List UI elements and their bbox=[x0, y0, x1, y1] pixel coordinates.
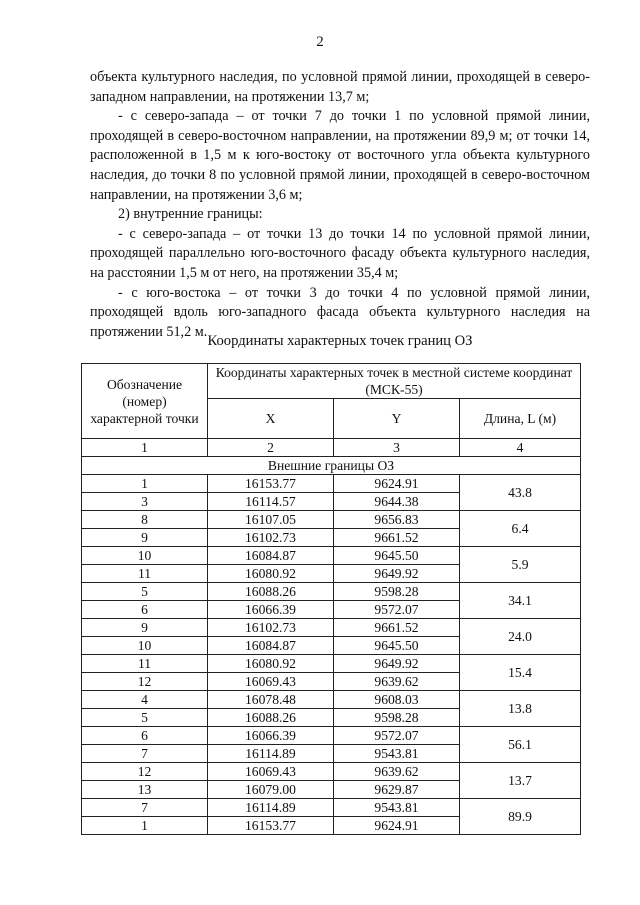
paragraph: - с юго-востока – от точки 3 до точки 4 по условной прямой линии, проходящей вдоль юго-западного фасада объекта культурного наследия на протяжении 51,2 м. bbox=[90, 284, 590, 340]
point-cell: 9 bbox=[82, 529, 208, 547]
length-cell: 89.9 bbox=[460, 799, 581, 835]
x-cell: 16069.43 bbox=[208, 673, 334, 691]
point-cell: 5 bbox=[82, 583, 208, 601]
header-x: X bbox=[208, 399, 334, 439]
y-cell: 9661.52 bbox=[334, 619, 460, 637]
table-row bbox=[82, 511, 581, 529]
point-cell: 10 bbox=[82, 637, 208, 655]
point-cell: 1 bbox=[82, 817, 208, 835]
point-cell: 9 bbox=[82, 619, 208, 637]
page-number: 2 bbox=[316, 34, 324, 50]
point-cell: 4 bbox=[82, 691, 208, 709]
table-title: Координаты характерных точек границ ОЗ bbox=[207, 333, 473, 349]
y-cell: 9644.38 bbox=[334, 493, 460, 511]
x-cell: 16069.43 bbox=[208, 763, 334, 781]
column-number: 3 bbox=[334, 439, 460, 457]
section-title: Внешние границы ОЗ bbox=[82, 457, 581, 475]
length-cell: 5.9 bbox=[460, 547, 581, 583]
x-cell: 16079.00 bbox=[208, 781, 334, 799]
column-number: 2 bbox=[208, 439, 334, 457]
table-row bbox=[82, 475, 581, 493]
x-cell: 16114.89 bbox=[208, 799, 334, 817]
y-cell: 9624.91 bbox=[334, 817, 460, 835]
paragraph: - с северо-запада – от точки 13 до точки 14 по условной прямой линии, проходящей параллельно юго-восточного фасаду объекта культурного наследия, на расстоянии 1,5 м от него, на протяжении 35,4 м; bbox=[90, 225, 590, 281]
x-cell: 16114.57 bbox=[208, 493, 334, 511]
x-cell: 16102.73 bbox=[208, 619, 334, 637]
paragraph: - с северо-запада – от точки 7 до точки 1 по условной прямой линии, проходящей в северо-восточном направлении, на протяжении 89,9 м; от точки 14, расположенной в 1,5 м к юго-востоку от восточного угла объекта культурного наследия, до точки 8 по условной прямой линии, проходящей в северо-восточном направлении, на протяжении 3,6 м; bbox=[90, 108, 590, 203]
header-coordinates-group: Координаты характерных точек в местной системе координат (МСК-55) bbox=[208, 364, 581, 399]
point-cell: 12 bbox=[82, 763, 208, 781]
column-number: 4 bbox=[460, 439, 581, 457]
length-cell: 15.4 bbox=[460, 655, 581, 691]
x-cell: 16084.87 bbox=[208, 547, 334, 565]
table-row bbox=[82, 727, 581, 745]
length-cell: 56.1 bbox=[460, 727, 581, 763]
table-row bbox=[82, 583, 581, 601]
header-length: Длина, L (м) bbox=[460, 399, 581, 439]
length-cell: 13.7 bbox=[460, 763, 581, 799]
x-cell: 16107.05 bbox=[208, 511, 334, 529]
x-cell: 16080.92 bbox=[208, 565, 334, 583]
y-cell: 9639.62 bbox=[334, 673, 460, 691]
point-cell: 7 bbox=[82, 799, 208, 817]
y-cell: 9645.50 bbox=[334, 637, 460, 655]
point-cell: 5 bbox=[82, 709, 208, 727]
y-cell: 9639.62 bbox=[334, 763, 460, 781]
length-cell: 34.1 bbox=[460, 583, 581, 619]
point-cell: 1 bbox=[82, 475, 208, 493]
header-y: Y bbox=[334, 399, 460, 439]
point-cell: 10 bbox=[82, 547, 208, 565]
y-cell: 9598.28 bbox=[334, 709, 460, 727]
y-cell: 9598.28 bbox=[334, 583, 460, 601]
y-cell: 9608.03 bbox=[334, 691, 460, 709]
y-cell: 9645.50 bbox=[334, 547, 460, 565]
length-cell: 24.0 bbox=[460, 619, 581, 655]
coordinates-table bbox=[81, 363, 581, 835]
y-cell: 9572.07 bbox=[334, 727, 460, 745]
paragraph: 2) внутренние границы: bbox=[118, 206, 263, 223]
x-cell: 16080.92 bbox=[208, 655, 334, 673]
y-cell: 9624.91 bbox=[334, 475, 460, 493]
table-row bbox=[82, 763, 581, 781]
table-row bbox=[82, 547, 581, 565]
point-cell: 3 bbox=[82, 493, 208, 511]
x-cell: 16153.77 bbox=[208, 817, 334, 835]
point-cell: 13 bbox=[82, 781, 208, 799]
y-cell: 9572.07 bbox=[334, 601, 460, 619]
x-cell: 16066.39 bbox=[208, 601, 334, 619]
x-cell: 16114.89 bbox=[208, 745, 334, 763]
table-row bbox=[82, 655, 581, 673]
x-cell: 16066.39 bbox=[208, 727, 334, 745]
column-number: 1 bbox=[82, 439, 208, 457]
y-cell: 9649.92 bbox=[334, 565, 460, 583]
point-cell: 12 bbox=[82, 673, 208, 691]
length-cell: 43.8 bbox=[460, 475, 581, 511]
y-cell: 9661.52 bbox=[334, 529, 460, 547]
paragraph: объекта культурного наследия, по условной прямой линии, проходящей в северо-западном направлении, на протяжении 13,7 м; bbox=[90, 69, 590, 105]
length-cell: 13.8 bbox=[460, 691, 581, 727]
y-cell: 9656.83 bbox=[334, 511, 460, 529]
table-row bbox=[82, 799, 581, 817]
x-cell: 16102.73 bbox=[208, 529, 334, 547]
x-cell: 16088.26 bbox=[208, 709, 334, 727]
x-cell: 16153.77 bbox=[208, 475, 334, 493]
point-cell: 7 bbox=[82, 745, 208, 763]
point-cell: 8 bbox=[82, 511, 208, 529]
point-cell: 6 bbox=[82, 601, 208, 619]
y-cell: 9543.81 bbox=[334, 745, 460, 763]
y-cell: 9543.81 bbox=[334, 799, 460, 817]
x-cell: 16088.26 bbox=[208, 583, 334, 601]
point-cell: 11 bbox=[82, 655, 208, 673]
body-text bbox=[90, 68, 590, 342]
length-cell: 6.4 bbox=[460, 511, 581, 547]
x-cell: 16084.87 bbox=[208, 637, 334, 655]
point-cell: 11 bbox=[82, 565, 208, 583]
point-cell: 6 bbox=[82, 727, 208, 745]
y-cell: 9629.87 bbox=[334, 781, 460, 799]
table-row bbox=[82, 691, 581, 709]
y-cell: 9649.92 bbox=[334, 655, 460, 673]
table-row bbox=[82, 619, 581, 637]
x-cell: 16078.48 bbox=[208, 691, 334, 709]
header-point: Обозначение (номер) характерной точки bbox=[82, 364, 208, 439]
